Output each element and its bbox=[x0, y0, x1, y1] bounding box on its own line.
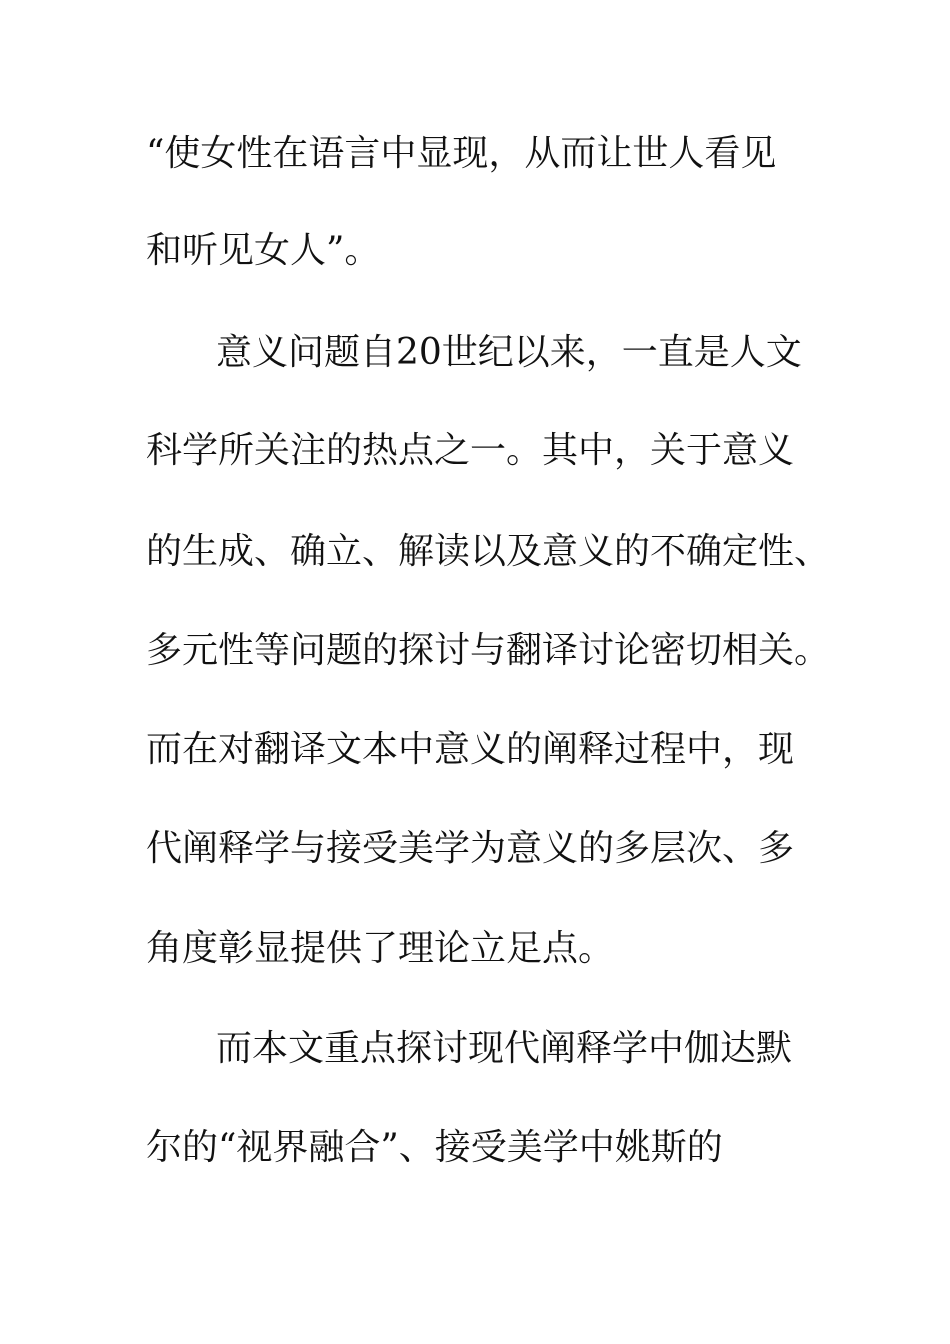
text-line: 尔的“视界融合”、接受美学中姚斯的 bbox=[146, 1127, 723, 1168]
text-line: “使女性在语言中显现，从而让世人看见 bbox=[146, 133, 777, 174]
text-line: 而在对翻译文本中意义的阐释过程中，现 bbox=[146, 729, 795, 770]
paragraph-start-line: 而本文重点探讨现代阐释学中伽达默 bbox=[216, 1028, 793, 1069]
text-line: 的生成、确立、解读以及意义的不确定性、 bbox=[146, 531, 831, 572]
text-line: 代阐释学与接受美学为意义的多层次、多 bbox=[146, 828, 795, 869]
text-line: 角度彰显提供了理论立足点。 bbox=[146, 928, 615, 969]
text-line: 科学所关注的热点之一。其中，关于意义 bbox=[146, 430, 795, 471]
paragraph-start-line: 意义问题自20世纪以来，一直是人文 bbox=[216, 332, 802, 373]
text-line: 多元性等问题的探讨与翻译讨论密切相关。 bbox=[146, 630, 831, 671]
text-line: 和听见女人”。 bbox=[146, 230, 381, 271]
